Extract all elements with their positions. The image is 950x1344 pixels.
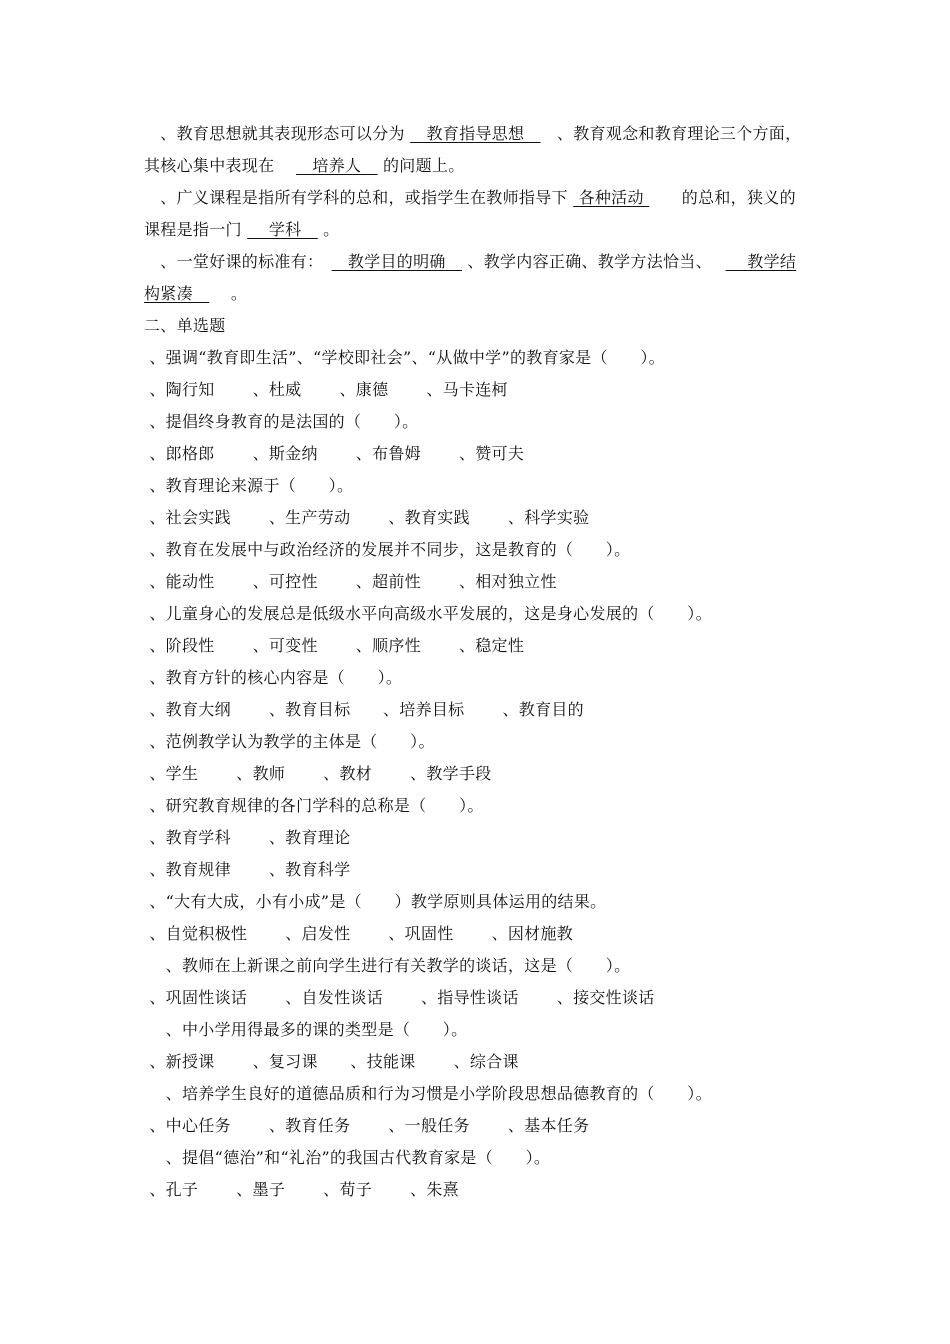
option-item: 、自发性谈话 (285, 988, 421, 1007)
option-item: 、教育任务 (268, 1116, 389, 1135)
option-item: 、教材 (323, 764, 411, 783)
options-row (144, 1110, 814, 1142)
question-text: 其核心集中表现在 (144, 156, 297, 175)
options-row (144, 758, 814, 790)
option-item: 、赞可夫 (458, 444, 525, 463)
option-item: 、接交性谈话 (556, 988, 655, 1007)
answer-blank: 学科 (247, 220, 318, 239)
option-item: 、教育规律 (144, 860, 269, 879)
options-row (144, 982, 814, 1014)
option-item: 、可变性 (252, 636, 356, 655)
question-stem: 、教育在发展中与政治经济的发展并不同步，这是教育的（ ）。 (144, 540, 631, 559)
option-item: 、社会实践 (144, 508, 269, 527)
option-item: 、荀子 (323, 1180, 411, 1199)
option-item: 、阶段性 (144, 636, 253, 655)
option-item: 、孔子 (144, 1180, 237, 1199)
option-item: 、培养目标 (382, 700, 503, 719)
section-title: 二、单选题 (144, 316, 226, 335)
option-item: 、复习课 (252, 1052, 351, 1071)
options-row (144, 630, 814, 662)
option-item: 、墨子 (236, 1180, 324, 1199)
options-row (144, 566, 814, 598)
option-item: 、杜威 (252, 380, 340, 399)
question-stem: 、研究教育规律的各门学科的总称是（ ）。 (144, 796, 484, 815)
options-row (144, 854, 814, 886)
option-item: 、教育科学 (268, 860, 351, 879)
option-item: 、技能课 (350, 1052, 454, 1071)
option-item: 、一般任务 (388, 1116, 508, 1135)
question-stem: 、“大有大成，小有小成”是（ ）教学原则具体运用的结果。 (144, 892, 607, 911)
fill-in-question-line (144, 278, 814, 310)
question-text: 。 (209, 284, 248, 303)
answer-blank: 培养人 (296, 156, 378, 175)
answer-blank: 教育指导思想 (410, 124, 541, 143)
option-item: 、启发性 (285, 924, 389, 943)
option-item: 、郎格郎 (144, 444, 253, 463)
options-row (144, 502, 814, 534)
options-row (144, 822, 814, 854)
question-text: 课程是指一门 (144, 220, 248, 239)
option-item: 、科学实验 (507, 508, 590, 527)
question-text: 的总和，狭义的 (649, 188, 796, 207)
option-item: 、生产劳动 (268, 508, 389, 527)
question-stem: 、教育方针的核心内容是（ ）。 (144, 668, 403, 687)
options-row (144, 694, 814, 726)
fill-in-question-line (144, 118, 814, 150)
option-item: 、教育学科 (144, 828, 269, 847)
question-text: 、一堂好课的标准有： (144, 252, 332, 271)
fill-in-question-line (144, 150, 814, 182)
option-item: 、中心任务 (144, 1116, 269, 1135)
option-item: 、马卡连柯 (426, 380, 508, 399)
question-stem: 、强调“教育即生活”、“学校即社会”、“从做中学”的教育家是（ ）。 (144, 348, 665, 367)
option-item: 、可控性 (252, 572, 356, 591)
option-item: 、自觉积极性 (144, 924, 286, 943)
question-stem: 、提倡“德治”和“礼治”的我国古代教育家是（ ）。 (144, 1148, 551, 1167)
answer-blank: 教学结 (725, 252, 797, 271)
options-row (144, 438, 814, 470)
option-item: 、教育实践 (388, 508, 508, 527)
question-text: 、教育思想就其表现形态可以分为 (144, 124, 411, 143)
option-item: 、稳定性 (458, 636, 525, 655)
question-text: 、教育观念和教育理论三个方面， (540, 124, 802, 143)
question-stem: 、提倡终身教育的是法国的（ ）。 (144, 412, 419, 431)
option-item: 、朱熹 (410, 1180, 459, 1199)
options-row (144, 1046, 814, 1078)
option-item: 、顺序性 (355, 636, 459, 655)
option-item: 、综合课 (453, 1052, 519, 1071)
options-row (144, 1174, 814, 1206)
option-item: 、教育理论 (268, 828, 351, 847)
question-stem: 、中小学用得最多的课的类型是（ ）。 (144, 1020, 468, 1039)
option-item: 、超前性 (355, 572, 459, 591)
option-item: 、新授课 (144, 1052, 253, 1071)
option-item: 、基本任务 (507, 1116, 590, 1135)
option-item: 、巩固性谈话 (144, 988, 286, 1007)
option-item: 、斯金纳 (252, 444, 356, 463)
document-page (144, 118, 814, 1206)
option-item: 、指导性谈话 (420, 988, 557, 1007)
answer-blank: 各种活动 (573, 188, 650, 207)
options-row (144, 918, 814, 950)
fill-in-question-line (144, 214, 814, 246)
question-text: 的问题上。 (377, 156, 465, 175)
option-item: 、因材施教 (491, 924, 574, 943)
option-item: 、学生 (144, 764, 237, 783)
options-row (144, 374, 814, 406)
option-item: 、布鲁姆 (355, 444, 459, 463)
fill-in-question-line (144, 246, 814, 278)
option-item: 、教育目标 (268, 700, 383, 719)
answer-blank: 教学目的明确 (331, 252, 463, 271)
question-text: 、教学内容正确、教学方法恰当、 (462, 252, 726, 271)
option-item: 、能动性 (144, 572, 253, 591)
option-item: 、教育目的 (502, 700, 584, 719)
question-stem: 、儿童身心的发展总是低级水平向高级水平发展的，这是身心发展的（ ）。 (144, 604, 712, 623)
question-text: 。 (317, 220, 340, 239)
option-item: 、康德 (339, 380, 427, 399)
option-item: 、教师 (236, 764, 324, 783)
answer-blank: 构紧凑 (144, 284, 210, 303)
option-item: 、教育大纲 (144, 700, 269, 719)
option-item: 、陶行知 (144, 380, 253, 399)
option-item: 、相对独立性 (458, 572, 557, 591)
question-stem: 、教师在上新课之前向学生进行有关教学的谈话，这是（ ）。 (144, 956, 631, 975)
question-stem: 、培养学生良好的道德品质和行为习惯是小学阶段思想品德教育的（ ）。 (144, 1084, 712, 1103)
option-item: 、教学手段 (410, 764, 492, 783)
question-stem: 、教育理论来源于（ ）。 (144, 476, 354, 495)
question-stem: 、范例教学认为教学的主体是（ ）。 (144, 732, 435, 751)
option-item: 、巩固性 (388, 924, 492, 943)
fill-in-question-line (144, 182, 814, 214)
question-text: 、广义课程是指所有学科的总和，或指学生在教师指导下 (144, 188, 574, 207)
